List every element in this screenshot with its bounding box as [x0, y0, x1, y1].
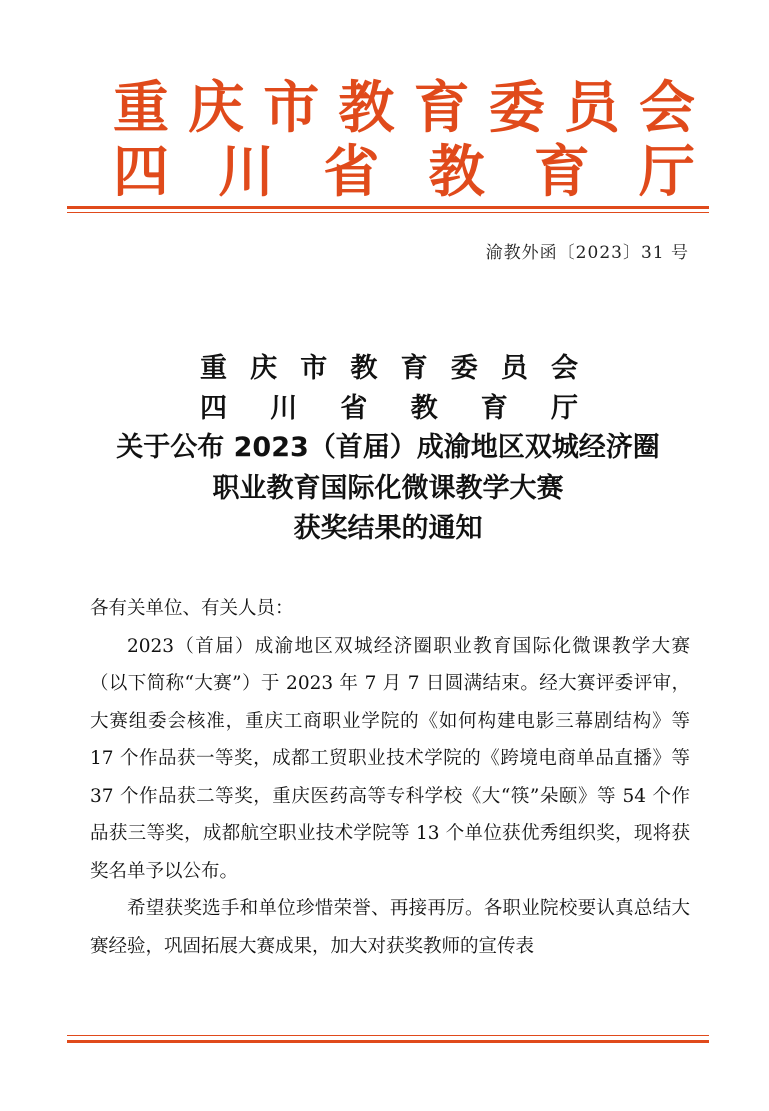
header-char: 厅 [638, 140, 695, 205]
header-char: 员 [563, 76, 620, 141]
header-char: 育 [533, 140, 590, 205]
title-char: 员 [500, 353, 528, 384]
document-number: 渝教外函〔2023〕31 号 [485, 243, 689, 263]
title-char: 厅 [550, 393, 578, 424]
header-char: 市 [263, 76, 320, 141]
header-char: 川 [218, 140, 275, 205]
title-char: 教 [350, 353, 378, 384]
greeting: 各有关单位、有关人员： [90, 598, 294, 619]
header-char: 四 [113, 140, 169, 205]
title-char: 委 [450, 353, 478, 384]
paragraph-1: 2023（首届）成渝地区双城经济圈职业教育国际化微课教学大赛（以下简称“大赛”）于 2023 年 7 月 7 日圆满结束。经大赛评委评审，大赛组委会核准，重庆工商职业学院的《如何构建电影三幕剧结构》等 17 个作品获一等奖，成都工贸职业技术学院的《跨境电商单品直播》等 37 个作品获二等奖，重庆医药高等专科学校《大“筷”朵颐》等 54 个作品获三等奖，成都航空职业技术学院等 13 个单位获优秀组织奖，现将获奖名单予以公布。 [90, 635, 690, 882]
header-char: 庆 [188, 76, 245, 141]
title-char: 省 [340, 393, 368, 424]
header-char: 省 [323, 140, 380, 205]
header-issuer-line-1 [67, 76, 709, 141]
header-char: 会 [638, 76, 695, 141]
document-body [90, 590, 690, 965]
title-char: 四 [200, 393, 227, 424]
header-divider-thin [67, 212, 709, 213]
title-char: 庆 [250, 353, 278, 384]
title-char: 市 [300, 353, 328, 384]
title-char: 教 [410, 393, 438, 424]
title-char: 重 [200, 353, 227, 384]
header-char: 育 [413, 76, 470, 141]
footer-divider-thin [67, 1035, 709, 1036]
header-char: 教 [338, 76, 395, 141]
title-issuer-1 [200, 348, 578, 390]
title-char: 育 [400, 353, 428, 384]
header-divider-thick [67, 206, 709, 209]
header-char: 委 [488, 76, 545, 141]
paragraph-2: 希望获奖选手和单位珍惜荣誉、再接再厉。各职业院校要认真总结大赛经验，巩固拓展大赛成果，加大对获奖教师的宣传表 [90, 898, 690, 957]
title-char: 川 [270, 393, 298, 424]
title-line-4: 职业教育国际化微课教学大赛 [212, 473, 564, 504]
title-line-3: 关于公布 2023（首届）成渝地区双城经济圈 [116, 432, 660, 463]
footer-divider-thick [67, 1040, 709, 1043]
title-char: 会 [550, 353, 578, 384]
header-char: 教 [428, 140, 485, 205]
title-line-5: 获奖结果的通知 [293, 513, 483, 544]
header-char: 重 [113, 76, 169, 141]
header-issuer-line-2 [67, 140, 709, 205]
title-issuer-2 [200, 388, 578, 430]
title-char: 育 [480, 393, 508, 424]
